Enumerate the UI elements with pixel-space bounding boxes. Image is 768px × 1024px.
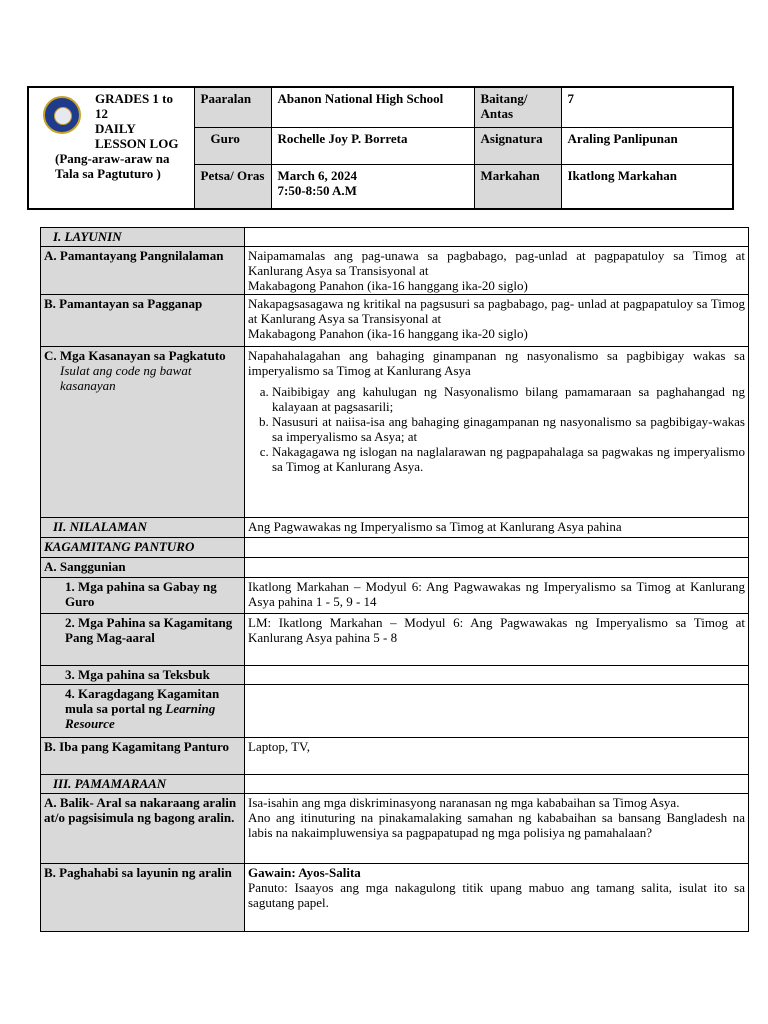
nilalaman-value: Ang Pagwawakas ng Imperyalismo sa Timog at Kanlurang Asya pahina [245,518,749,538]
karagdagang-empty [245,685,749,738]
markahan-label: Markahan [474,164,561,209]
b-value-2: Makabagong Panahon (ika-16 hanggang ika-20 siglo) [248,326,528,341]
pamantayang-pangnilalaman-value [245,247,749,295]
kagamitan-heading: KAGAMITANG PANTURO [41,538,245,558]
balik-aral-2: Ano ang itinuturing na pinakamalaking samahan ng kababaihan sa bansang Bangladesh na labis na nakaimpluwensiya sa pagpapatupad ng mga polisiya ng pamahalaan? [248,810,745,840]
header-daily: DAILY LESSON LOG [95,121,179,151]
karagdagang-label [41,685,245,738]
layunin-empty [245,228,749,247]
teksbuk-label: 3. Mga pahina sa Teksbuk [41,666,245,685]
karagdagang-text: 4. Karagdagang Kagamitan mula sa portal ng [65,686,220,716]
kagamitang-mag-aaral-value: LM: Ikatlong Markahan – Modyul 6: Ang Pagwawakas ng Imperyalismo sa Timog at Kanlurang Asya pahina 5 - 8 [245,614,749,666]
gawain-title: Gawain: Ayos-Salita [248,865,361,880]
list-item: a. Naibibigay ang kahulugan ng Nasyonalismo bilang pamamaraan sa paghahangad ng kalayaan at pagsasarili; [272,384,745,414]
pamantayan-pagganap-value [245,295,749,347]
petsa-time: 7:50-8:50 A.M [277,182,357,198]
pamantayang-pangnilalaman-label: A. Pamantayang Pangnilalaman [41,247,245,295]
iba-kagamitan-label: B. Iba pang Kagamitang Panturo [41,738,245,775]
nilalaman-heading: II. NILALAMAN [41,518,245,538]
list-item: b. Nasusuri at naiisa-isa ang bahaging ginagampanan ng nasyonalismo sa pagbibigay-wakas sa imperyalismo sa Asya; at [272,414,745,444]
pamamaraan-empty [245,775,749,794]
b-value-1: Nakapagsasagawa ng kritikal na pagsusuri sa pagbabago, pag- unlad at pagpapatuloy sa Timog at Kanlurang Asya sa Transisyonal at [248,296,745,326]
header-tala: (Pang-araw-araw na Tala sa Pagtuturo ) [55,151,170,181]
balik-aral-label: A. Balik- Aral sa nakaraang aralin at/o pagsisimula ng bagong aralin. [41,794,245,864]
kasanayan-sub: Isulat ang code ng bawat kasanayan [60,363,192,393]
baitang-value: 7 [561,87,733,128]
sanggunian-empty [245,558,749,578]
header-logo-cell [28,87,194,209]
asignatura-label: Asignatura [474,128,561,165]
gabay-guro-label: 1. Mga pahina sa Gabay ng Guro [41,578,245,614]
baitang-label: Baitang/ Antas [474,87,561,128]
markahan-value: Ikatlong Markahan [561,164,733,209]
pamantayan-pagganap-label: B. Pamantayan sa Pagganap [41,295,245,347]
kasanayan-label [41,347,245,518]
list-item: c. Nakagagawa ng islogan na naglalarawan ng pagpapahalaga sa pagwakas ng imperyalismo sa Timog at Kanlurang Asya. [272,444,745,474]
kasanayan-title: C. Mga Kasanayan sa Pagkatuto [44,348,226,363]
header-grades: GRADES 1 to 12 [95,91,174,121]
balik-aral-value [245,794,749,864]
deped-seal-icon [43,96,81,134]
paaralan-value: Abanon National High School [271,87,474,128]
kasanayan-main: Napahahalagahan ang bahaging ginampanan ng nasyonalismo sa pagbibigay wakas sa imperyalismo sa Timog at Kanlurang Asya [248,348,745,378]
sanggunian-label: A. Sanggunian [41,558,245,578]
layunin-heading: I. LAYUNIN [41,228,245,247]
paghahabi-value [245,864,749,932]
petsa-date: March 6, 2024 [277,167,358,183]
balik-aral-1: Isa-isahin ang mga diskriminasyong naranasan ng mga kababaihan sa Timog Asya. [248,795,680,810]
karagdagang-italic: Learning Resource [65,701,216,731]
teksbuk-empty [245,666,749,685]
guro-value: Rochelle Joy P. Borreta [271,128,474,165]
a-value-1: Naipamamalas ang pag-unawa sa pagbabago, pag-unlad at pagpapatuloy sa Timog at Kanlurang Asya sa Transisyonal at [248,248,745,278]
kagamitang-mag-aaral-label: 2. Mga Pahina sa Kagamitang Pang Mag-aaral [41,614,245,666]
iba-kagamitan-value: Laptop, TV, [245,738,749,775]
petsa-value [271,164,474,209]
panuto-text: Panuto: Isaayos ang mga nakagulong titik upang mabuo ang tamang salita, isulat ito sa sagutang papel. [248,880,745,910]
petsa-label: Petsa/ Oras [194,164,271,209]
paaralan-label: Paaralan [194,87,271,128]
kasanayan-value [245,347,749,518]
gabay-guro-value: Ikatlong Markahan – Modyul 6: Ang Pagwawakas ng Imperyalismo sa Timog at Kanlurang Asya pahina 1 - 5, 9 - 14 [245,578,749,614]
paghahabi-label: B. Paghahabi sa layunin ng aralin [41,864,245,932]
asignatura-value: Araling Panlipunan [561,128,733,165]
kagamitan-empty [245,538,749,558]
lesson-log-table [40,227,749,932]
a-value-2: Makabagong Panahon (ika-16 hanggang ika-20 siglo) [248,278,528,293]
pamamaraan-heading: III. PAMAMARAAN [41,775,245,794]
kasanayan-list [248,384,745,474]
guro-label: Guro [194,128,271,165]
header-table [27,86,734,210]
